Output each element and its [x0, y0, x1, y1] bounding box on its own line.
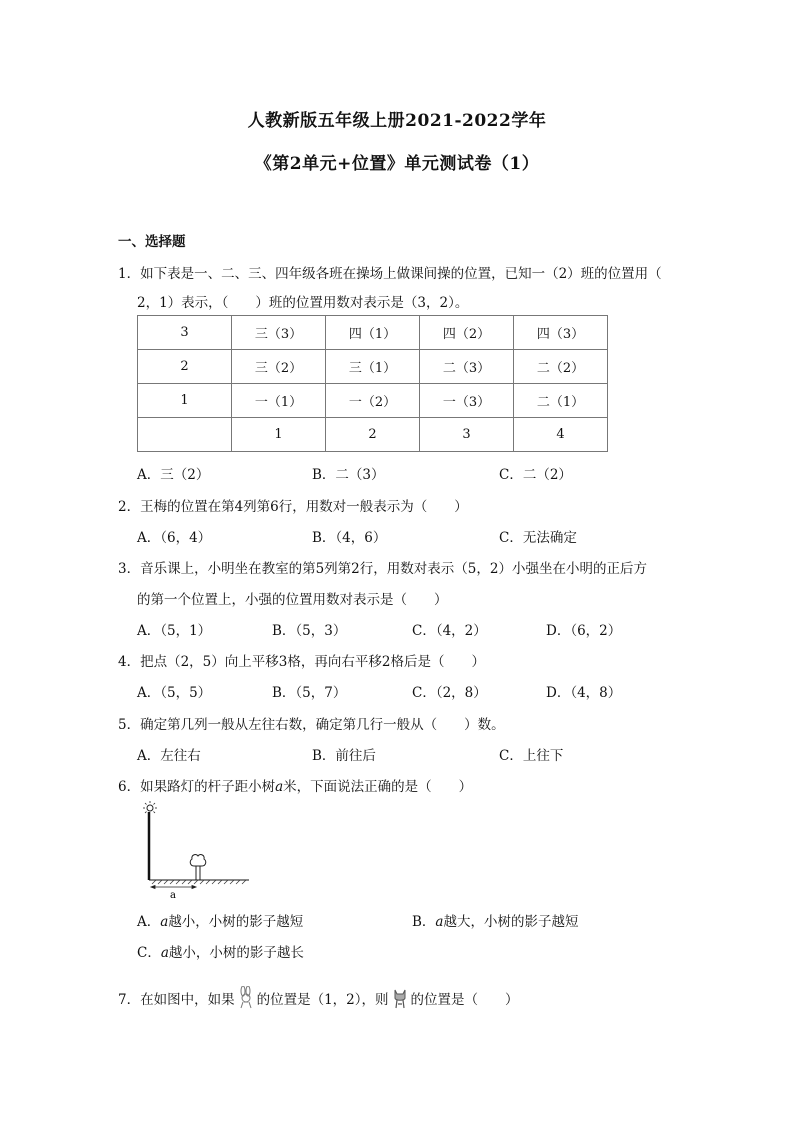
q5-text: 5．确定第几列一般从左往右数，确定第几行一般从（ ）数。	[118, 717, 505, 733]
table-cell: 四（2）	[420, 316, 514, 350]
position-table	[137, 315, 608, 452]
q1-option-a[interactable]: A．三（2）	[137, 467, 210, 483]
q6-option-a-var: a	[160, 914, 169, 930]
table-cell: 3	[138, 316, 232, 350]
q5-option-b[interactable]: B．前往后	[312, 748, 376, 764]
q6-option-c[interactable]	[137, 941, 304, 961]
q7-text-post: 的位置是（ ）	[410, 992, 519, 1008]
table-cell: 二（3）	[420, 350, 514, 384]
q2-option-b[interactable]: B．（4，6）	[312, 530, 387, 546]
table-cell: 二（1）	[514, 384, 608, 418]
q1-line-1: 1．如下表是一、二、三、四年级各班在操场上做课间操的位置，已知一（2）班的位置用（	[118, 266, 662, 282]
table-cell: 四（1）	[326, 316, 420, 350]
lamp-tree-figure	[134, 800, 254, 904]
q6-option-a-letter: A．	[137, 914, 161, 930]
q6-option-b-letter: B．	[412, 914, 436, 930]
q3-line-2: 的第一个位置上，小强的位置用数对表示是（ ）	[137, 592, 448, 608]
q6-variable: a	[275, 779, 284, 795]
table-cell: 2	[138, 350, 232, 384]
q3-option-c[interactable]: C．（4，2）	[412, 623, 487, 639]
table-cell: 三（1）	[326, 350, 420, 384]
q7-text	[118, 986, 519, 1014]
table-cell: 一（2）	[326, 384, 420, 418]
lamp-light-icon	[143, 801, 157, 813]
q4-option-a[interactable]: A．（5，5）	[137, 685, 212, 701]
q6-option-a[interactable]	[137, 910, 303, 930]
q6-option-b[interactable]	[412, 910, 578, 930]
q1-option-b[interactable]: B．二（3）	[312, 467, 385, 483]
q3-option-a[interactable]: A．（5，1）	[137, 623, 212, 639]
distance-arrow	[151, 886, 196, 889]
table-row	[138, 384, 608, 418]
q5-option-c[interactable]: C．上往下	[499, 748, 564, 764]
q2-option-a[interactable]: A．（6，4）	[137, 530, 212, 546]
table-cell	[138, 418, 232, 452]
q6-option-b-var: a	[435, 914, 444, 930]
table-cell: 4	[514, 418, 608, 452]
table-cell: 2	[326, 418, 420, 452]
table-row	[138, 418, 608, 452]
q3-line-1: 3．音乐课上，小明坐在教室的第5列第2行，用数对表示（5，2）小强坐在小明的正后方	[118, 561, 647, 577]
q5-option-a[interactable]: A．左往右	[137, 748, 201, 764]
distance-label: a	[170, 890, 176, 900]
q6-text	[118, 775, 472, 795]
table-cell: 一（3）	[420, 384, 514, 418]
q4-text: 4．把点（2，5）向上平移3格，再向右平移2格后是（ ）	[118, 654, 485, 670]
q6-option-c-letter: C．	[137, 945, 161, 961]
rabbit-icon	[235, 986, 257, 1014]
q4-option-d[interactable]: D．（4，8）	[546, 685, 622, 701]
table-row	[138, 316, 608, 350]
tree-icon	[190, 855, 205, 880]
lamp-tree-diagram	[134, 800, 254, 900]
q2-text: 2．王梅的位置在第4列第6行，用数对一般表示为（ ）	[118, 499, 468, 515]
q6-option-a-text: 越小，小树的影子越短	[168, 914, 304, 930]
q4-option-b[interactable]: B．（5，7）	[272, 685, 347, 701]
table-cell: 3	[420, 418, 514, 452]
ground-hatching	[152, 880, 246, 884]
table-cell: 1	[138, 384, 232, 418]
table-cell: 四（3）	[514, 316, 608, 350]
title-line-1: 人教新版五年级上册2021-2022学年	[247, 111, 547, 131]
table-cell: 二（2）	[514, 350, 608, 384]
table-cell: 一（1）	[232, 384, 326, 418]
q7-text-pre: 7．在如图中，如果	[118, 992, 235, 1008]
q6-option-b-text: 越大，小树的影子越短	[443, 914, 579, 930]
table-cell: 三（2）	[232, 350, 326, 384]
q6-text-pre: 6．如果路灯的杆子距小树	[118, 779, 276, 795]
q6-text-post: 米，下面说法正确的是（ ）	[283, 779, 473, 795]
title-line-2: 《第2单元+位置》单元测试卷（1）	[254, 154, 540, 174]
cat-icon	[389, 986, 411, 1014]
table-row	[138, 350, 608, 384]
q3-option-d[interactable]: D．（6，2）	[546, 623, 622, 639]
q2-option-c[interactable]: C．无法确定	[499, 530, 577, 546]
section-heading: 一、选择题	[118, 234, 186, 250]
q1-option-c[interactable]: C．二（2）	[499, 467, 572, 483]
q6-option-c-text: 越小，小树的影子越长	[168, 945, 304, 961]
table-cell: 三（3）	[232, 316, 326, 350]
q7-text-mid: 的位置是（1，2），则	[256, 992, 389, 1008]
q4-option-c[interactable]: C．（2，8）	[412, 685, 487, 701]
table-cell: 1	[232, 418, 326, 452]
q3-option-b[interactable]: B．（5，3）	[272, 623, 347, 639]
q6-option-c-var: a	[160, 945, 169, 961]
q1-line-2: 2，1）表示，（ ）班的位置用数对表示是（3，2）。	[137, 295, 469, 311]
